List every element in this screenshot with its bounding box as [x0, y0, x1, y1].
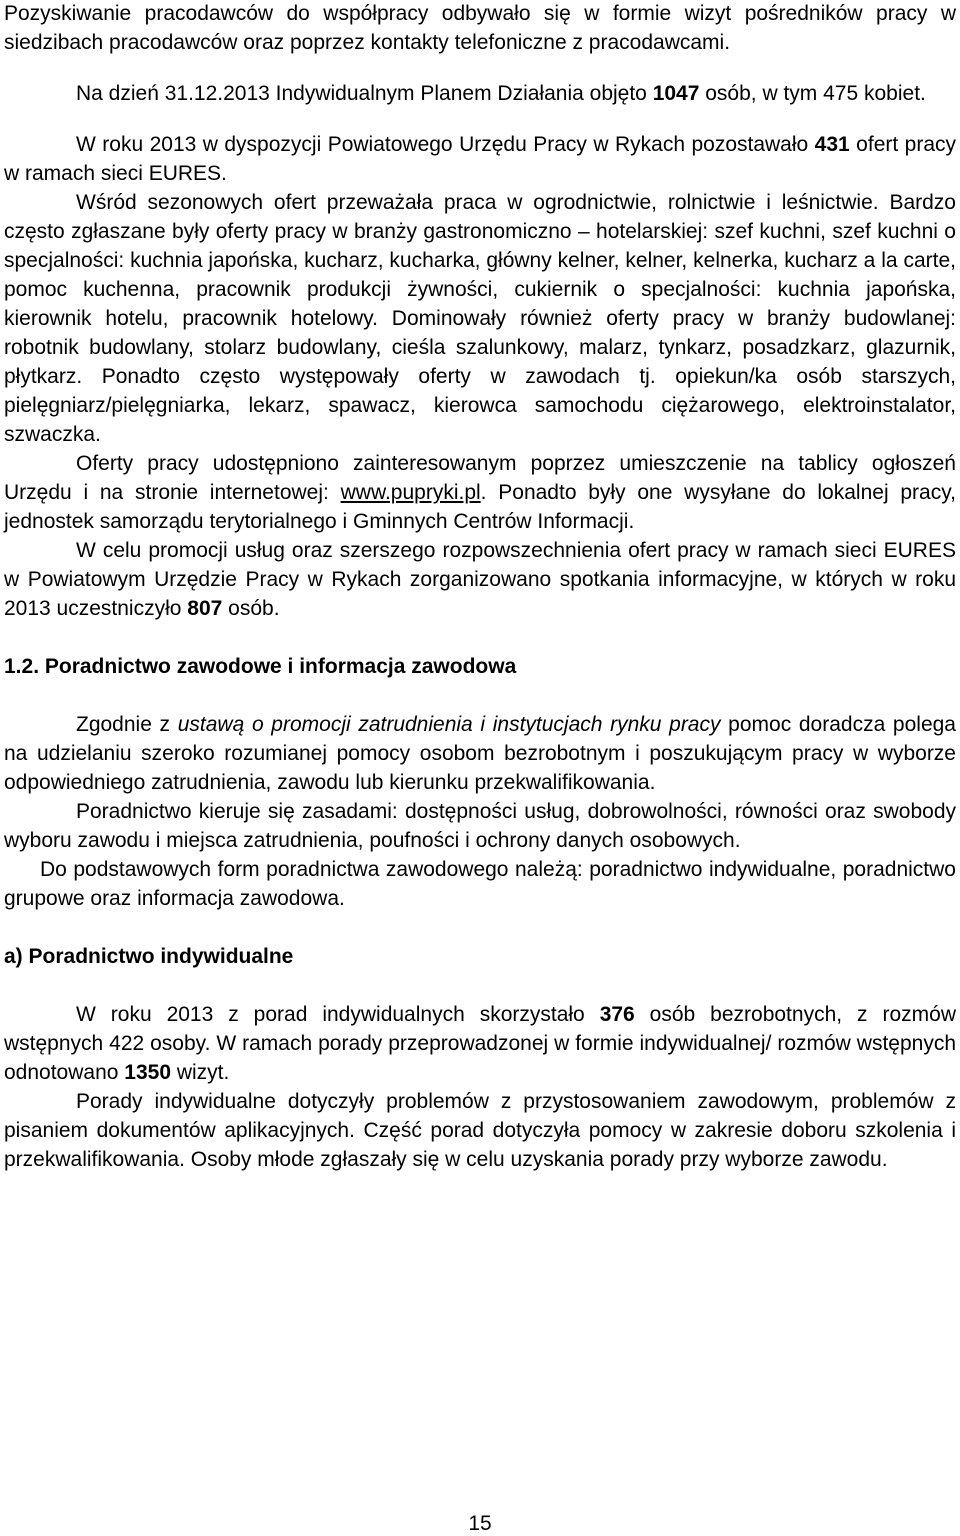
- paragraph-eures-promotion: [4, 536, 956, 623]
- spacer: [4, 108, 956, 130]
- ipd-text: Na dzień 31.12.2013 Indywidualnym Planem Działania objęto: [76, 82, 653, 105]
- stats-text-end: wizyt.: [171, 1061, 230, 1084]
- participants-count: 807: [187, 597, 223, 620]
- ipd-text-end: osób, w tym 475 kobiet.: [699, 82, 926, 105]
- publication-text-end: . Ponadto były one wysyłane do lokalnej pracy, jednostek samorządu terytorialnego i Gminnych Centrów Informacji.: [4, 481, 956, 533]
- paragraph-seasonal-offers: Wśród sezonowych ofert przeważała praca w ogrodnictwie, rolnictwie i leśnictwie. Bardzo często zgłaszane były oferty pracy w branży gastronomiczno – hotelarskiej: szef kuchni, szef kuchni o specjalności: kuchnia japońska, kucharz, kucharka, główny kelner, kelner, kelnerka, kucharz a la carte, pomoc kuchenna, pracownik produkcji żywności, cukiernik o specjalności: kuchnia japońska, kierownik hotelu, pracownik hotelowy. Dominowały również oferty pracy w branży budowlanej: robotnik budowlany, stolarz budowlany, cieśla szalunkowy, malarz, tynkarz, posadzkarz, glazurnik, płytkarz. Ponadto często występowały oferty w zawodach tj. opiekun/ka osób starszych, pielęgniarz/pielęgniarka, lekarz, spawacz, kierowca samochodu ciężarowego, elektroinstalator, szwaczka.: [4, 191, 956, 446]
- promotion-text: W celu promocji usług oraz szerszego rozpowszechnienia ofert pracy w ramach sieci EURES w Powiatowym Urzędzie Pracy w Rykach zorganizowano spotkania informacyjne, w których w roku 2013 uczestniczyło: [4, 539, 956, 620]
- spacer: [4, 623, 956, 652]
- stats-text-middle: osób bezrobotnych, z rozmów wstępnych 422 osoby. W ramach porady przeprowadzonej w formie indywidualnej/ rozmów wstępnych odnotowano: [4, 1003, 956, 1084]
- stats-text: W roku 2013 z porad indywidualnych skorzystało: [76, 1003, 600, 1026]
- paragraph-individual-topics: Porady indywidualne dotyczyły problemów z przystosowaniem zawodowym, problemów z pisaniem dokumentów aplikacyjnych. Część porad dotyczyła pomocy w zakresie doboru szkolenia i przekwalifikowania. Osoby młode zgłaszały się w celu uzyskania porady przy wyborze zawodu.: [4, 1090, 956, 1171]
- paragraph-legal-basis: [4, 710, 956, 797]
- paragraph-offer-publication: [4, 449, 956, 536]
- document-page: [4, 0, 956, 1174]
- act-title: ustawą o promocji zatrudnienia i instytucjach rynku pracy: [177, 713, 721, 736]
- eures-count: 431: [814, 133, 850, 156]
- spacer: [4, 913, 956, 942]
- section-heading-career-counseling: 1.2. Poradnictwo zawodowe i informacja zawodowa: [4, 655, 517, 678]
- ipd-count: 1047: [652, 82, 700, 105]
- spacer: [4, 57, 956, 79]
- eures-text: W roku 2013 w dyspozycji Powiatowego Urzędu Pracy w Rykach pozostawało: [76, 133, 815, 156]
- persons-count: 376: [599, 1003, 635, 1026]
- paragraph-counseling-forms: Do podstawowych form poradnictwa zawodowego należą: poradnictwo indywidualne, poradnictwo grupowe oraz informacja zawodowa.: [4, 858, 956, 910]
- paragraph-counseling-principles: Poradnictwo kieruje się zasadami: dostępności usług, dobrowolności, równości oraz swobody wyboru zawodu i miejsca zatrudnienia, poufności i ochrony danych osobowych.: [4, 800, 956, 852]
- website-link[interactable]: www.pupryki.pl: [340, 481, 481, 504]
- paragraph-employer-acquisition: Pozyskiwanie pracodawców do współpracy odbywało się w formie wizyt pośredników pracy w siedzibach pracodawców oraz poprzez kontakty telefoniczne z pracodawcami.: [4, 2, 956, 54]
- page-number: 15: [468, 1512, 492, 1535]
- visits-count: 1350: [124, 1061, 171, 1084]
- legal-text-end: pomoc doradcza polega na udzielaniu szeroko rozumianej pomocy osobom bezrobotnym i poszukującym pracy w wyborze odpowiedniego zatrudnienia, zawodu lub kierunku przekwalifikowania.: [4, 713, 956, 794]
- paragraph-ipd: [4, 79, 956, 108]
- paragraph-eures-offers: [4, 130, 956, 188]
- eures-text-end: ofert pracy w ramach sieci EURES.: [4, 133, 957, 185]
- publication-text: Oferty pracy udostępniono zainteresowanym poprzez umieszczenie na tablicy ogłoszeń Urzędu i na stronie internetowej:: [4, 452, 956, 504]
- spacer: [4, 681, 956, 710]
- paragraph-individual-stats: [4, 1000, 956, 1087]
- section-heading-individual-counseling: a) Poradnictwo indywidualne: [4, 945, 294, 968]
- promotion-text-end: osób.: [222, 597, 280, 620]
- spacer: [4, 971, 956, 1000]
- legal-text: Zgodnie z: [76, 713, 178, 736]
